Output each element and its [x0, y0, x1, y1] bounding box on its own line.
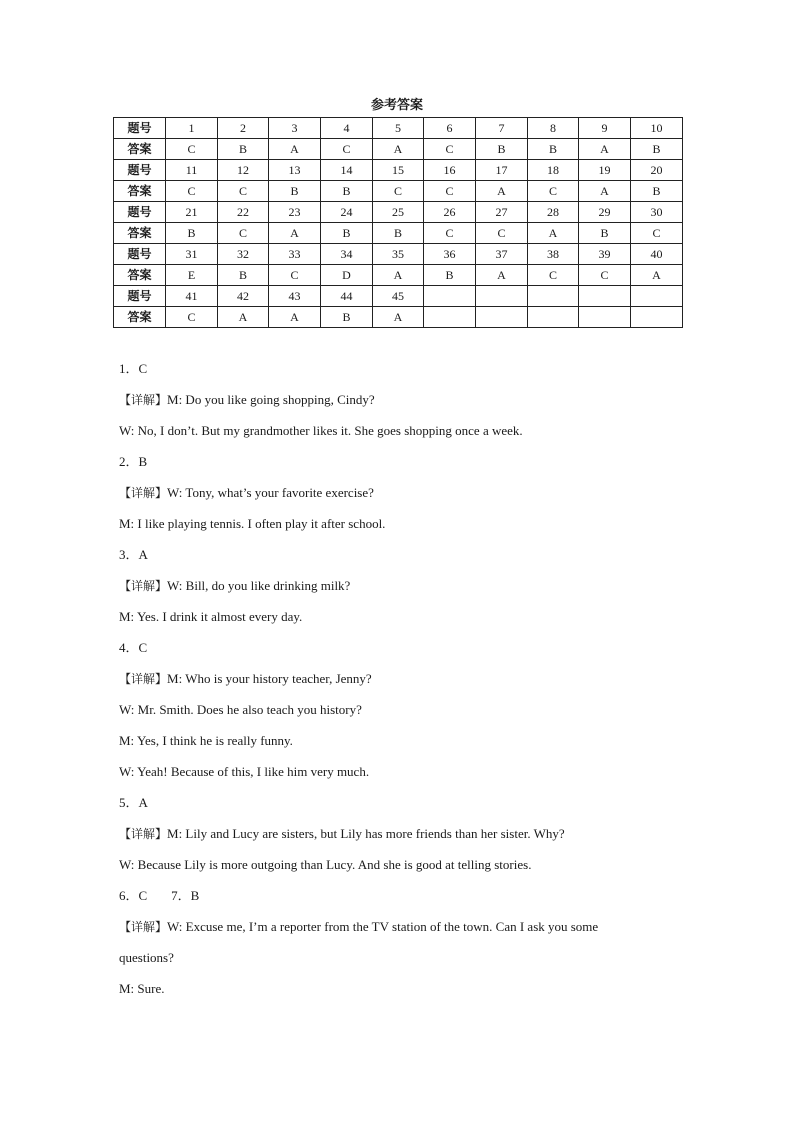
question-number-cell: 11	[166, 160, 218, 181]
answer-cell	[579, 307, 631, 328]
dialogue-text: W: Yeah! Because of this, I like him very much.	[119, 764, 370, 779]
answer-cell: A	[579, 181, 631, 202]
answer-cell: A	[373, 139, 424, 160]
question-number-cell: 36	[424, 244, 476, 265]
row-label: 答案	[114, 223, 166, 244]
answer-cell: C	[528, 181, 579, 202]
answer-cell: C	[424, 181, 476, 202]
question-number-row	[114, 286, 683, 307]
question-number-cell: 1	[166, 118, 218, 139]
answer-text: 1．C	[119, 361, 148, 376]
detail-tag: 【详解】	[119, 486, 168, 500]
dialogue-line	[119, 725, 699, 756]
answer-cell: A	[476, 181, 528, 202]
dialogue-text: M: Do you like going shopping, Cindy?	[167, 392, 375, 407]
answer-cell: A	[269, 139, 321, 160]
answer-cell: A	[528, 223, 579, 244]
question-number-cell: 26	[424, 202, 476, 223]
row-label: 答案	[114, 307, 166, 328]
answer-text: 6．C	[119, 888, 148, 903]
answer-text: 5．A	[119, 795, 148, 810]
answer-cell: B	[476, 139, 528, 160]
detail-tag: 【详解】	[119, 579, 168, 593]
answer-cell: B	[321, 223, 373, 244]
answer-cell: C	[166, 181, 218, 202]
question-number-cell: 39	[579, 244, 631, 265]
question-number-cell: 31	[166, 244, 218, 265]
dialogue-text: M: Who is your history teacher, Jenny?	[167, 671, 372, 686]
question-number-cell: 34	[321, 244, 373, 265]
row-label: 答案	[114, 265, 166, 286]
answer-cell: B	[321, 307, 373, 328]
answer-text: 2．B	[119, 454, 148, 469]
question-number-cell: 19	[579, 160, 631, 181]
answer-cell: C	[528, 265, 579, 286]
answer-cell: C	[166, 139, 218, 160]
answer-cell: B	[218, 265, 269, 286]
answer-cell: C	[321, 139, 373, 160]
question-number-cell: 2	[218, 118, 269, 139]
dialogue-line	[119, 756, 699, 787]
dialogue-text: W: Bill, do you like drinking milk?	[167, 578, 351, 593]
question-number-cell	[579, 286, 631, 307]
answer-cell: E	[166, 265, 218, 286]
answer-cell	[528, 307, 579, 328]
answer-cell: C	[631, 223, 683, 244]
question-number-cell: 14	[321, 160, 373, 181]
answer-row	[114, 265, 683, 286]
answer-cell: C	[218, 181, 269, 202]
answer-cell: B	[321, 181, 373, 202]
answer-cell: A	[269, 307, 321, 328]
dialogue-text: M: Yes. I drink it almost every day.	[119, 609, 303, 624]
row-label: 题号	[114, 244, 166, 265]
row-label: 题号	[114, 286, 166, 307]
question-number-cell	[424, 286, 476, 307]
detail-line	[119, 911, 699, 942]
question-number-cell: 15	[373, 160, 424, 181]
answer-heading	[119, 632, 699, 663]
question-number-cell: 9	[579, 118, 631, 139]
detail-tag: 【详解】	[119, 920, 168, 934]
row-label: 题号	[114, 160, 166, 181]
answer-text: 4．C	[119, 640, 148, 655]
detail-tag: 【详解】	[119, 393, 168, 407]
question-number-cell: 16	[424, 160, 476, 181]
answer-cell	[631, 307, 683, 328]
answer-row	[114, 181, 683, 202]
dialogue-line	[119, 942, 699, 973]
answer-row	[114, 307, 683, 328]
answer-table	[113, 117, 683, 328]
dialogue-line	[119, 508, 699, 539]
dialogue-text: questions?	[119, 950, 174, 965]
question-number-cell	[476, 286, 528, 307]
question-number-cell: 37	[476, 244, 528, 265]
question-number-row	[114, 160, 683, 181]
question-number-cell: 13	[269, 160, 321, 181]
answer-cell: B	[631, 181, 683, 202]
answer-cell: B	[218, 139, 269, 160]
question-number-cell: 12	[218, 160, 269, 181]
dialogue-line	[119, 694, 699, 725]
answer-cell: C	[579, 265, 631, 286]
question-number-row	[114, 118, 683, 139]
dialogue-line	[119, 601, 699, 632]
detail-line	[119, 477, 699, 508]
dialogue-text: W: Because Lily is more outgoing than Lucy. And she is good at telling stories.	[119, 857, 532, 872]
answer-cell: B	[424, 265, 476, 286]
detail-tag: 【详解】	[119, 827, 168, 841]
question-number-cell: 27	[476, 202, 528, 223]
question-number-cell: 30	[631, 202, 683, 223]
question-number-cell: 3	[269, 118, 321, 139]
question-number-cell: 43	[269, 286, 321, 307]
answer-cell: C	[269, 265, 321, 286]
answer-cell: A	[218, 307, 269, 328]
question-number-row	[114, 244, 683, 265]
question-number-cell: 20	[631, 160, 683, 181]
answer-heading	[119, 787, 699, 818]
answer-cell: B	[166, 223, 218, 244]
question-number-cell	[631, 286, 683, 307]
question-number-cell: 25	[373, 202, 424, 223]
answer-cell	[476, 307, 528, 328]
question-number-cell: 45	[373, 286, 424, 307]
answer-cell: B	[579, 223, 631, 244]
answer-cell: B	[631, 139, 683, 160]
answer-row	[114, 223, 683, 244]
question-number-cell: 18	[528, 160, 579, 181]
detail-tag: 【详解】	[119, 672, 168, 686]
detail-line	[119, 818, 699, 849]
answer-row	[114, 139, 683, 160]
question-number-row	[114, 202, 683, 223]
answer-cell: C	[373, 181, 424, 202]
answer-heading	[119, 446, 699, 477]
question-number-cell: 33	[269, 244, 321, 265]
question-number-cell: 44	[321, 286, 373, 307]
answer-cell: A	[269, 223, 321, 244]
dialogue-text: M: Sure.	[119, 981, 165, 996]
dialogue-line	[119, 973, 699, 1004]
answer-cell: A	[476, 265, 528, 286]
answer-heading	[119, 353, 699, 384]
answer-cell: C	[424, 223, 476, 244]
question-number-cell: 24	[321, 202, 373, 223]
dialogue-text: W: Excuse me, I’m a reporter from the TV station of the town. Can I ask you some	[167, 919, 599, 934]
question-number-cell: 23	[269, 202, 321, 223]
row-label: 题号	[114, 202, 166, 223]
answer-text: 3．A	[119, 547, 148, 562]
answer-cell: C	[218, 223, 269, 244]
dialogue-text: W: No, I don’t. But my grandmother likes it. She goes shopping once a week.	[119, 423, 523, 438]
question-number-cell: 32	[218, 244, 269, 265]
question-number-cell: 5	[373, 118, 424, 139]
row-label: 答案	[114, 181, 166, 202]
question-number-cell: 10	[631, 118, 683, 139]
dialogue-text: W: Mr. Smith. Does he also teach you history?	[119, 702, 362, 717]
answer-cell: C	[476, 223, 528, 244]
answer-cell: A	[631, 265, 683, 286]
answer-cell: C	[424, 139, 476, 160]
answer-heading	[119, 539, 699, 570]
question-number-cell	[528, 286, 579, 307]
detail-line	[119, 570, 699, 601]
question-number-cell: 8	[528, 118, 579, 139]
question-number-cell: 42	[218, 286, 269, 307]
dialogue-text: W: Tony, what’s your favorite exercise?	[167, 485, 374, 500]
dialogue-text: M: I like playing tennis. I often play it after school.	[119, 516, 386, 531]
question-number-cell: 40	[631, 244, 683, 265]
answer-cell	[424, 307, 476, 328]
question-number-cell: 22	[218, 202, 269, 223]
question-number-cell: 17	[476, 160, 528, 181]
question-number-cell: 21	[166, 202, 218, 223]
dialogue-line	[119, 849, 699, 880]
dialogue-text: M: Yes, I think he is really funny.	[119, 733, 293, 748]
question-number-cell: 41	[166, 286, 218, 307]
explanations	[119, 353, 699, 1004]
answer-cell: A	[373, 307, 424, 328]
question-number-cell: 38	[528, 244, 579, 265]
question-number-cell: 35	[373, 244, 424, 265]
detail-line	[119, 384, 699, 415]
answer-heading	[119, 880, 699, 911]
question-number-cell: 4	[321, 118, 373, 139]
row-label: 题号	[114, 118, 166, 139]
question-number-cell: 6	[424, 118, 476, 139]
question-number-cell: 28	[528, 202, 579, 223]
question-number-cell: 7	[476, 118, 528, 139]
detail-line	[119, 663, 699, 694]
answer-cell: D	[321, 265, 373, 286]
answer-cell: C	[166, 307, 218, 328]
answer-key-title: 参考答案	[370, 98, 423, 113]
question-number-cell: 29	[579, 202, 631, 223]
answer-cell: A	[373, 265, 424, 286]
answer-text: 7．B	[171, 888, 200, 903]
dialogue-text: M: Lily and Lucy are sisters, but Lily has more friends than her sister. Why?	[167, 826, 565, 841]
dialogue-line	[119, 415, 699, 446]
answer-cell: A	[579, 139, 631, 160]
answer-cell: B	[269, 181, 321, 202]
answer-cell: B	[373, 223, 424, 244]
answer-cell: B	[528, 139, 579, 160]
row-label: 答案	[114, 139, 166, 160]
